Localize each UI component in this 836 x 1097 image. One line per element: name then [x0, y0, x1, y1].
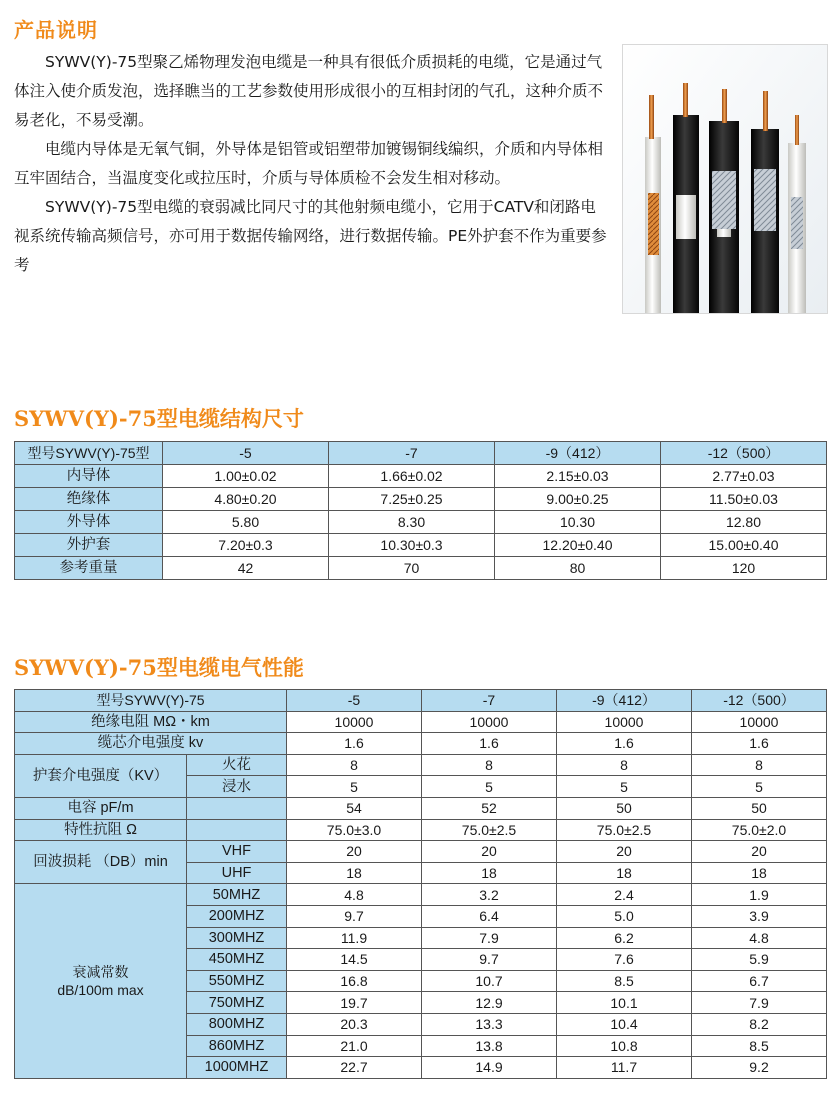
table-cell: 12.80 — [661, 511, 827, 534]
table-cell: 7.6 — [557, 949, 692, 971]
row-label: 参考重量 — [15, 557, 163, 580]
row-sublabel-empty — [187, 797, 287, 819]
table-row — [15, 534, 827, 557]
intro-paragraph: SYWV(Y)-75型聚乙烯物理发泡电缆是一种具有很低介质损耗的电缆，它是通过气体注入使介质发泡，选择瞧当的工艺参数使用形成很小的互相封闭的气孔，这种介质不易老化，不易受潮。 — [14, 53, 604, 129]
table-cell: 54 — [287, 797, 422, 819]
row-label: 内导体 — [15, 465, 163, 488]
table-cell: 20.3 — [287, 1013, 422, 1035]
row-label: 护套介电强度（KV） — [15, 754, 187, 797]
table-cell: 9.00±0.25 — [495, 488, 661, 511]
table-cell: 2.77±0.03 — [661, 465, 827, 488]
table-cell: 8 — [692, 754, 827, 776]
row-sublabel-empty — [187, 819, 287, 841]
table-cell: 5.80 — [163, 511, 329, 534]
table-cell: 7.9 — [422, 927, 557, 949]
table-cell: 8 — [422, 754, 557, 776]
table-cell: 13.3 — [422, 1013, 557, 1035]
table-cell: 10.8 — [557, 1035, 692, 1057]
row-label — [15, 884, 187, 1078]
table-cell: 10000 — [287, 711, 422, 733]
table-cell: 16.8 — [287, 970, 422, 992]
table-cell: 120 — [661, 557, 827, 580]
row-label: 绝缘电阻 MΩ・km — [15, 711, 287, 733]
table-cell: 7.25±0.25 — [329, 488, 495, 511]
table-cell: 11.9 — [287, 927, 422, 949]
row-label: 电容 pF/m — [15, 797, 187, 819]
table-cell: 80 — [495, 557, 661, 580]
table-cell: 75.0±2.5 — [557, 819, 692, 841]
table-header-row — [15, 442, 827, 465]
table-cell: 19.7 — [287, 992, 422, 1014]
table-cell: 15.00±0.40 — [661, 534, 827, 557]
table-cell: 14.9 — [422, 1057, 557, 1079]
row-sublabel: VHF — [187, 841, 287, 863]
table-row — [15, 797, 827, 819]
table-cell: 10000 — [557, 711, 692, 733]
table-cell: 1.6 — [692, 733, 827, 755]
header-cell: -9（412） — [557, 690, 692, 712]
table-cell: 2.4 — [557, 884, 692, 906]
table-cell: 12.20±0.40 — [495, 534, 661, 557]
table-cell: 10.30 — [495, 511, 661, 534]
row-sublabel: 750MHZ — [187, 992, 287, 1014]
table-header-row — [15, 690, 827, 712]
header-cell: -5 — [287, 690, 422, 712]
table-cell: 9.2 — [692, 1057, 827, 1079]
row-sublabel: 50MHZ — [187, 884, 287, 906]
table-row — [15, 465, 827, 488]
table-cell: 4.8 — [287, 884, 422, 906]
row-sublabel: 550MHZ — [187, 970, 287, 992]
intro-paragraph: 电缆内导体是无氧气铜，外导体是铝管或铝塑带加镀锡铜线编织，介质和内导体相互牢固结合，当温度变化或拉压时，介质与导体质检不会发生相对移动。 — [14, 140, 604, 187]
table-row — [15, 754, 827, 776]
table-cell: 5 — [287, 776, 422, 798]
row-sublabel: 800MHZ — [187, 1013, 287, 1035]
row-label: 缆芯介电强度 kv — [15, 733, 287, 755]
table-cell: 10.30±0.3 — [329, 534, 495, 557]
table-row — [15, 884, 827, 906]
table-cell: 22.7 — [287, 1057, 422, 1079]
table-cell: 8.5 — [557, 970, 692, 992]
table-cell: 18 — [422, 862, 557, 884]
header-cell: -12（500） — [692, 690, 827, 712]
table-cell: 1.9 — [692, 884, 827, 906]
table-cell: 4.8 — [692, 927, 827, 949]
table-cell: 13.8 — [422, 1035, 557, 1057]
table-cell: 5.0 — [557, 905, 692, 927]
table-cell: 12.9 — [422, 992, 557, 1014]
table-row — [15, 841, 827, 863]
table-cell: 10000 — [422, 711, 557, 733]
table-cell: 21.0 — [287, 1035, 422, 1057]
table-cell: 8.2 — [692, 1013, 827, 1035]
header-cell: 型号SYWV(Y)-75型 — [15, 442, 163, 465]
header-cell: -7 — [329, 442, 495, 465]
row-sublabel: 浸水 — [187, 776, 287, 798]
table-cell: 8.5 — [692, 1035, 827, 1057]
table-row — [15, 511, 827, 534]
table-cell: 6.7 — [692, 970, 827, 992]
table-cell: 20 — [557, 841, 692, 863]
row-sublabel: 300MHZ — [187, 927, 287, 949]
header-cell: -9（412） — [495, 442, 661, 465]
row-label: 外护套 — [15, 534, 163, 557]
header-cell: 型号SYWV(Y)-75 — [15, 690, 287, 712]
table-cell: 1.6 — [287, 733, 422, 755]
table-cell: 18 — [557, 862, 692, 884]
attenuation-label: 衰减常数 — [72, 964, 129, 981]
table-cell: 18 — [692, 862, 827, 884]
table-cell: 18 — [287, 862, 422, 884]
attenuation-unit: dB/100m max — [57, 982, 144, 999]
table-cell: 75.0±3.0 — [287, 819, 422, 841]
table-row — [15, 819, 827, 841]
row-sublabel: UHF — [187, 862, 287, 884]
row-sublabel: 火花 — [187, 754, 287, 776]
table-cell: 8 — [557, 754, 692, 776]
table-cell: 14.5 — [287, 949, 422, 971]
intro-heading: 产品说明 — [14, 18, 98, 42]
intro-text — [14, 48, 608, 280]
table-cell: 42 — [163, 557, 329, 580]
table-cell: 1.66±0.02 — [329, 465, 495, 488]
table-cell: 50 — [557, 797, 692, 819]
table-row — [15, 711, 827, 733]
row-label: 回波损耗 （DB）min — [15, 841, 187, 884]
structure-heading: SYWV(Y)-75型电缆结构尺寸 — [14, 406, 304, 431]
table-cell: 5 — [692, 776, 827, 798]
table-cell: 20 — [692, 841, 827, 863]
table-cell: 6.4 — [422, 905, 557, 927]
table-row — [15, 557, 827, 580]
coaxial-cable-photo — [622, 44, 828, 314]
table-cell: 1.6 — [557, 733, 692, 755]
table-cell: 20 — [422, 841, 557, 863]
table-cell: 1.6 — [422, 733, 557, 755]
table-cell: 11.50±0.03 — [661, 488, 827, 511]
table-cell: 7.20±0.3 — [163, 534, 329, 557]
electrical-heading: SYWV(Y)-75型电缆电气性能 — [14, 655, 304, 680]
header-cell: -12（500） — [661, 442, 827, 465]
row-label: 外导体 — [15, 511, 163, 534]
table-row — [15, 733, 827, 755]
table-cell: 5 — [557, 776, 692, 798]
table-cell: 8.30 — [329, 511, 495, 534]
table-cell: 5.9 — [692, 949, 827, 971]
intro-paragraph: SYWV(Y)-75型电缆的衰弱减比同尺寸的其他射频电缆小，它用于CATV和闭路电视系统传输高频信号，亦可用于数据传输网络，进行数据传输。PE外护套不作为重要参考 — [14, 198, 607, 274]
table-cell: 8 — [287, 754, 422, 776]
row-sublabel: 450MHZ — [187, 949, 287, 971]
structure-table — [14, 441, 827, 580]
table-cell: 7.9 — [692, 992, 827, 1014]
table-cell: 20 — [287, 841, 422, 863]
table-cell: 10.4 — [557, 1013, 692, 1035]
table-cell: 75.0±2.0 — [692, 819, 827, 841]
table-cell: 10.7 — [422, 970, 557, 992]
table-cell: 4.80±0.20 — [163, 488, 329, 511]
row-sublabel: 200MHZ — [187, 905, 287, 927]
table-cell: 1.00±0.02 — [163, 465, 329, 488]
table-cell: 9.7 — [287, 905, 422, 927]
row-label: 绝缘体 — [15, 488, 163, 511]
table-cell: 75.0±2.5 — [422, 819, 557, 841]
table-cell: 11.7 — [557, 1057, 692, 1079]
header-cell: -5 — [163, 442, 329, 465]
table-cell: 10.1 — [557, 992, 692, 1014]
table-row — [15, 488, 827, 511]
table-cell: 50 — [692, 797, 827, 819]
table-cell: 6.2 — [557, 927, 692, 949]
table-cell: 3.9 — [692, 905, 827, 927]
table-cell: 5 — [422, 776, 557, 798]
table-cell: 2.15±0.03 — [495, 465, 661, 488]
table-cell: 3.2 — [422, 884, 557, 906]
header-cell: -7 — [422, 690, 557, 712]
table-cell: 52 — [422, 797, 557, 819]
row-sublabel: 1000MHZ — [187, 1057, 287, 1079]
electrical-table — [14, 689, 827, 1079]
table-cell: 9.7 — [422, 949, 557, 971]
table-cell: 70 — [329, 557, 495, 580]
table-cell: 10000 — [692, 711, 827, 733]
row-label: 特性抗阻 Ω — [15, 819, 187, 841]
row-sublabel: 860MHZ — [187, 1035, 287, 1057]
